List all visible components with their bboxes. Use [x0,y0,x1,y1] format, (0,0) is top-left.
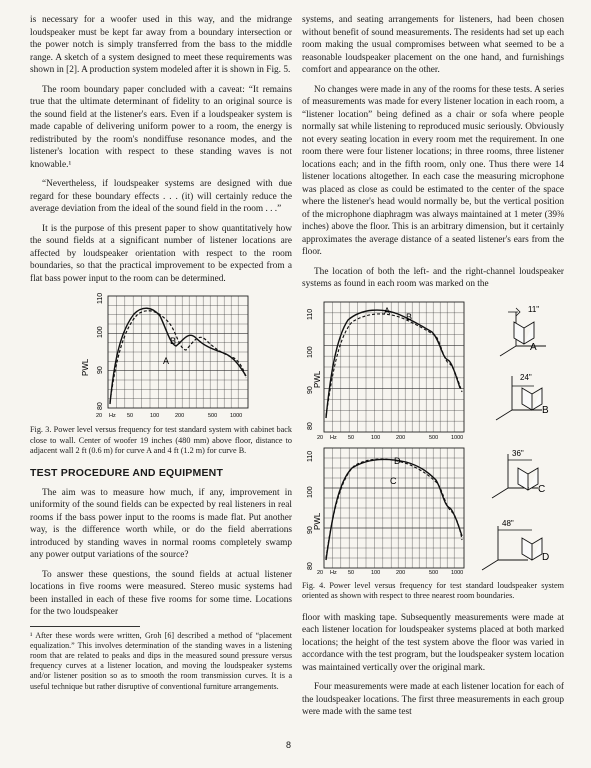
fig3-xtick-500: 500 [208,413,218,419]
fig4-top-ylabel: PWL [313,370,322,388]
diagram-a-arrow [508,308,520,316]
fig4-bottom-ytick-80: 80 [307,561,314,570]
page-number: 8 [286,740,292,750]
footnote-rule [30,626,140,627]
fig4-bottom-xtick-20: 20 [317,569,324,576]
left-paragraph-1: is necessary for a woofer used in this way, and the midrange loudspeaker must be kept far away from a boundary intersection or the power notch is simply transferred from the bass to the middle range. A sketch of a system designed to meet these requirements was shown in [2]. A production system modeled after it is shown in Fig. 5. [30,15,292,75]
fig4-bottom-xtick-hz: Hz [330,569,337,576]
diagram-c-label: C [538,483,546,495]
fig4-top-xtick-20: 20 [317,434,324,441]
fig3-ytick-110: 110 [97,292,104,304]
fig3-grid [108,296,248,408]
fig4-curve-label-d: D [394,455,401,466]
fig4-bottom-xtick-50: 50 [348,569,355,576]
fig4-top-ytick-80: 80 [307,421,314,430]
fig4-curve-b [326,313,462,415]
fig4-curve-label-a: A [384,305,391,316]
right-paragraph-4: floor with masking tape. Subsequently measurements were made at each listener location for loudspeaker systems placed at both marked locations; the height of the test system above the floor was varied in accordance with the test program, but the loudspeaker system location was maintained vertically over the original mark. [302,612,564,673]
fig3-curve-label-a: A [163,356,170,366]
fig4-chart [302,298,564,576]
fig4-curve-label-b: B [406,311,413,322]
fig3-ytick-100: 100 [97,326,104,338]
diagram-d-corner [482,526,528,570]
fig4-grid-top [324,302,464,432]
right-paragraph-3: The location of both the left- and the right-channel loudspeaker systems as found in each room was marked on the [302,266,564,289]
fig3-caption: Fig. 3. Power level versus frequency for test standard system with cabinet back close to wall. Center of woofer 19 inches (480 mm) above floor, distance to adjacent wall 2 ft (0.6 m) for curve A and 4 ft (1.2 m) for curve B. [30,425,292,455]
fig3-ytick-90: 90 [97,366,104,374]
fig4-top-ytick-100: 100 [307,345,314,358]
fig3-curves [110,308,246,404]
fig3-curve-b [110,311,246,402]
footnote: ¹ After these words were written, Groh [6] described a method of “placement equalization.” This involves determination of the standing waves in a listening room that are related to peaks and dips in the measured sound pressure versus frequency curves at a listener location, and moving the loudspeaker systems and/or listener position so as to smooth the room transmission curves. It is a useful technique but rather disruptive of conventional furniture arrangements. [30,630,292,691]
fig4-top-ytick-90: 90 [307,385,314,394]
left-paragraph-4: It is the purpose of this present paper to show quantitatively how the sound fields at a significant number of listener locations are affected by loudspeaker orientation with respect to the room boundaries, so that the practical improvement to be expected from a flat bass power input to the room can be determined. [30,223,292,284]
left-column [30,14,292,692]
fig4-bottom-xtick-100: 100 [371,569,381,576]
fig3-xtick-1000: 1000 [230,413,243,419]
diagram-a-dim: 11" [528,304,540,314]
fig4-curve-c [326,459,462,559]
fig4-top-xtick-100: 100 [371,434,381,441]
diagram-c-corner [492,454,538,498]
diagram-b-label: B [542,404,549,416]
fig4-top-xtick-500: 500 [429,434,439,441]
fig3-curve-label-b: B [170,336,177,346]
left-paragraph-3: “Nevertheless, if loudspeaker systems are designed with due regard for these boundary effects . . . (it) will certainly reduce the average deviation from the ideal of the sound field in the room . . .” [30,179,292,214]
fig4-bottom-ytick-110: 110 [307,450,314,462]
fig4-bottom-ytick-100: 100 [307,485,314,498]
right-paragraph-2: No changes were made in any of the rooms for these tests. A series of measurements was made for every listener location in each room, a “listener location” being defined as a chair or sofa where people normally sat while listening to reproduced music seriously. Obviously not every seating location in every room met the requirement. In one room there were four listener locations; in three rooms, three listener locations each; and in the fifth room, only one. Thus there were 14 listener locations altogether. In each case the measuring microphone was placed as close as could be estimated to the center of the space where the listener's head would normally be, but the vertical position of the microphone diaphragm was always maintained at 1 meter (39⅜ inches) above the floor. This is an arbitrary dimension, but it certainly approximates the average distance of a seated listener's ears from the floor. [302,84,564,257]
right-paragraph-5: Four measurements were made at each listener location for each of the loudspeaker locations. The first three measurements in each group were made with the same test [302,682,564,717]
fig4-bottom-xtick-500: 500 [429,569,439,576]
fig3-xtick-20: 20 [96,413,103,419]
diagram-b-corner [496,376,542,420]
right-paragraph-1: systems, and seating arrangements for listeners, had been chosen without benefit of sound measurements. The residents had set up each room making the usual compromises between what seemed to be a reasonable loudspeaker placement on the one hand, and furnishings comfort and appearance on the other. [302,15,564,75]
fig4-bottom-ytick-90: 90 [307,525,314,534]
diagram-d-box [522,538,542,560]
fig4-top-xtick-200: 200 [396,434,406,441]
fig4-top-ytick-110: 110 [307,308,314,320]
section-heading: TEST PROCEDURE AND EQUIPMENT [30,466,224,479]
fig4-top-xticks [317,435,463,441]
diagram-d-dim: 48" [502,518,514,528]
left-paragraph-6: To answer these questions, the sound fields at actual listener locations in five rooms were measured. Stereo music systems had been installed in each of these five rooms for some time. Locations for the two loudspeaker [30,569,292,617]
diagram-c-box [518,468,538,490]
fig3-xtick-50: 50 [127,413,134,419]
left-paragraph-2: The room boundary paper concluded with a caveat: “It remains true that the ultimate determinant of fidelity to an original source is the sound field at the listener's ears. Even if a loudspeaker system is made capable of delivering uniform power to a room, the energy is redistributed by the room's nondiffuse resonance modes, and the listener's location with respect to these standing waves is not knowable.¹ [30,84,292,170]
fig4-curves [326,310,462,560]
fig3-ytick-80: 80 [97,402,104,410]
fig3-xtick-200: 200 [175,413,185,419]
diagram-a-label: A [530,341,537,353]
fig4-bottom-xtick-1000: 1000 [451,569,464,576]
fig3-ylabel: PWL [81,358,90,376]
fig3-xtick-hz: Hz [109,413,116,419]
diagram-a-box [514,322,534,344]
fig3-xticks [96,413,242,419]
fig4-caption: Fig. 4. Power level versus frequency for test standard loudspeaker system oriented as shown with respect to three nearest room boundaries. [302,580,564,600]
fig4-top-xtick-1000: 1000 [451,434,464,441]
diagram-d-label: D [542,551,550,563]
left-paragraph-5: The aim was to measure how much, if any, improvement in uniformity of the sound fields can be expected by real listeners in real rooms if the bass power input to the rooms is made flat. Put another way, is the difference worth while, or do the field aberrations introduced by standing waves in normal rooms completely swamp any power output variations of the source? [30,487,292,560]
diagram-b-dim: 24" [520,372,532,382]
fig4-bottom-xticks [317,570,463,576]
diagram-b-box [522,388,542,410]
fig4-bottom-xtick-200: 200 [396,569,406,576]
fig4-top-xtick-50: 50 [348,434,355,441]
diagram-c-dim: 36" [512,448,524,458]
fig4-curve-label-c: C [390,475,397,486]
fig4-top-xtick-hz: Hz [330,434,337,441]
fig4-bottom-ylabel: PWL [313,512,322,530]
fig4-grid-bottom [324,448,464,568]
fig4-curve-d [326,459,462,558]
right-column [302,14,564,726]
fig3-curve-a [110,308,246,404]
fig3-chart [30,292,292,420]
fig3-xtick-100: 100 [150,413,160,419]
fig4-curve-a [326,310,460,418]
